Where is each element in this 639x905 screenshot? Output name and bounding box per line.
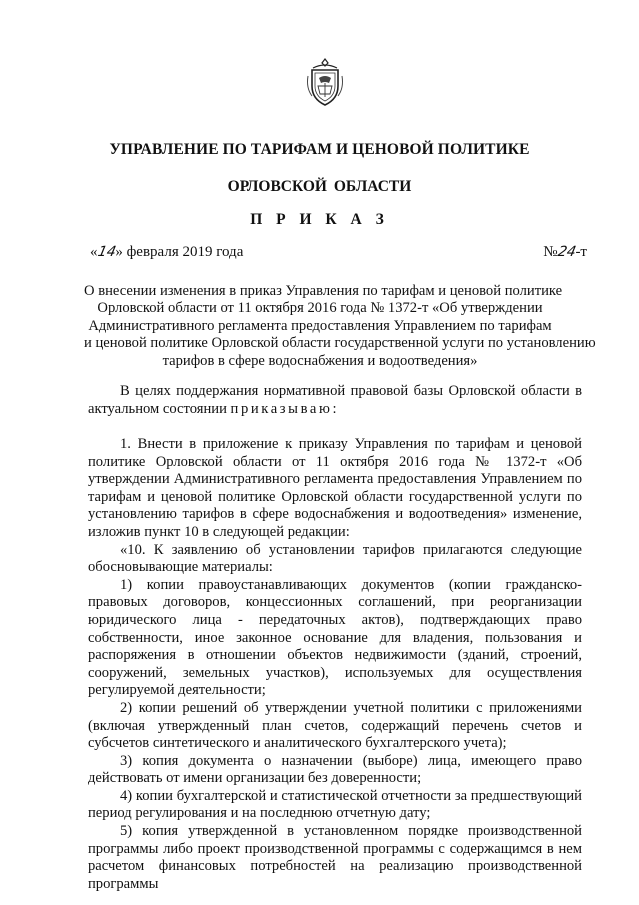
- subject-line: Административного регламента предоставления Управлением по тарифам: [88, 317, 552, 334]
- order-word: приказываю:: [230, 400, 340, 417]
- preamble-text: В целях поддержания нормативной правовой базы Орловской области в актуальном состоянии: [88, 383, 582, 417]
- sub-item-5: 5) копия утвержденной в установленном порядке производственной программы либо проект производственной программы с содержащимся в нем расчетом финансовых потребностей на реализацию производственной программы: [88, 823, 582, 892]
- sub-item-1: 1) копии правоустанавливающих документов (копии гражданско-правовых договоров, концессионных соглашений, при реорганизации юридического лица - передаточных актов), подтверждающих право собственности, иное законное основание для владения, пользования и распоряжения в отношении объектов недвижимости (зданий, строений, сооружений, земельных участков), используемых для осуществления регулируемой деятельности;: [88, 576, 582, 699]
- date-day-handwritten: 14: [95, 244, 118, 260]
- organization-region: ОРЛОВСКОЙ ОБЛАСТИ: [227, 178, 412, 195]
- organization-title: УПРАВЛЕНИЕ ПО ТАРИФАМ И ЦЕНОВОЙ ПОЛИТИКЕ: [109, 141, 530, 158]
- sub-item-2: 2) копии решений об утверждении учетной политики с приложениями (включая утвержденный план счетов, содержащий перечень счетов и субсчетов синтетического и аналитического бухгалтерского учета);: [88, 699, 582, 752]
- document-type: П Р И К А З: [250, 211, 389, 228]
- subject-line: тарифов в сфере водоснабжения и водоотведения»: [162, 352, 478, 369]
- coat-of-arms-icon: [304, 56, 346, 108]
- preamble: [88, 383, 582, 418]
- point-10-intro: «10. К заявлению об установлении тарифов прилагаются следующие обосновывающие материалы:: [88, 541, 582, 576]
- subject-line: Орловской области от 11 октября 2016 года № 1372-т «Об утверждении: [97, 300, 543, 317]
- subject-line: и ценовой политике Орловской области государственной услуги по установлению: [84, 335, 596, 352]
- subject-line: О внесении изменения в приказ Управления по тарифам и ценовой политике: [84, 283, 563, 299]
- sub-item-4: 4) копии бухгалтерской и статистической отчетности за предшествующий период регулирования и на последнюю отчетную дату;: [88, 787, 582, 822]
- preamble-paragraph: [88, 383, 582, 418]
- document-subject: [84, 283, 596, 370]
- date-open-quote: «: [90, 244, 98, 260]
- item-1: 1. Внести в приложение к приказу Управления по тарифам и ценовой политике Орловской области от 11 октября 2016 года № 1372-т «Об утверждении Административного регламента предоставления Управлением по тарифам и ценовой политике Орловской области государственной услуги по установлению тарифов в сфере водоснабжения и водоотведения» изменение, изложив пункт 10 в следующей редакции:: [88, 436, 582, 540]
- number-suffix: -т: [575, 244, 587, 260]
- document-date: [90, 244, 243, 261]
- document-number: [543, 244, 587, 261]
- date-rest: » февраля 2019 года: [115, 244, 244, 260]
- sub-item-3: 3) копия документа о назначении (выборе) лица, имеющего право действовать от имени организации без доверенности;: [88, 752, 582, 787]
- number-handwritten: 24: [555, 244, 578, 260]
- order-body: [88, 436, 582, 893]
- number-prefix: №: [543, 244, 558, 260]
